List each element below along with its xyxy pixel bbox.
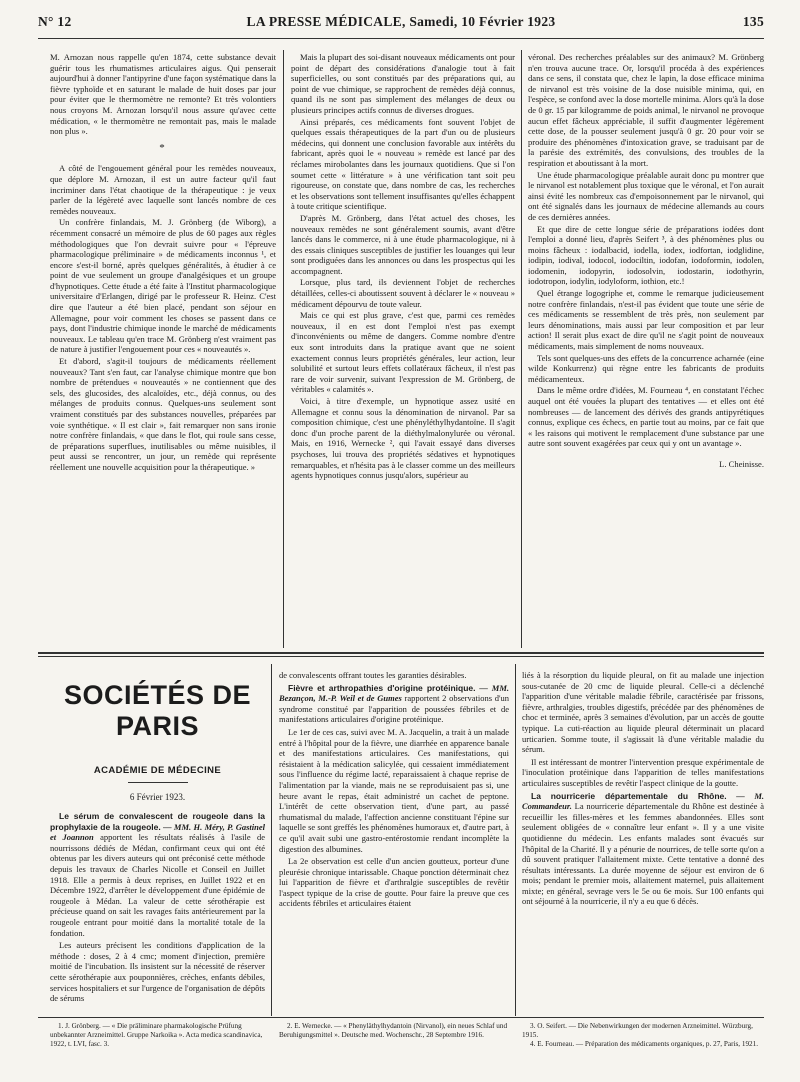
footnote-text: 2. E. Wernecke. — « Phenyläthylhydantoin (Nirvanol), ein neues Schlaf und Beruhigungsmittel ». Deutsche med. Wochenschr., 28 Septembre 1916. bbox=[279, 1022, 508, 1039]
paragraph: Voici, à titre d'exemple, un hypnotique assez usité en Allemagne et connu sous la dénomination de nirvanol. Par sa composition chimique, c'est une phényléthylhydantoïne. Il s'agit donc d'un proche parent de la diéthylmalonylurée ou véronal. Mais, en 1916, Wernecke ², qui l'avait essayé dans diverses psychoses, lui trouva des propriétés sédatives et hypnotiques remarquables, et n'hésita pas à le classer comme un des meilleurs agents hypnotiques connus jusqu'alors, supérieur au bbox=[291, 396, 515, 481]
header-rule bbox=[38, 38, 764, 39]
column-divider bbox=[515, 664, 516, 1016]
footnote-2 bbox=[279, 1022, 509, 1040]
column-divider bbox=[271, 664, 272, 1016]
paragraph: Un confrère finlandais, M. J. Grönberg (de Wiborg), a récemment consacré un mémoire de plus de 60 pages aux règles méthodologiques que l'on devrait suivre pour « l'épreuve pharmacologique préliminaire » de médicaments inconnus ¹, et encore s'est-il borné, après quelques généralités, à étudier à ce point de vue seulement un groupe d'analgésiques et un groupe d'hypnotiques. Cette étude a été faite à l'Institut pharmacologique universitaire d'Erlangen, dirigé par le professeur R. Heinz. C'est dire que l'auteur a été bien placé, pendant son séjour en Allemagne, pour voir comment les choses se passent dans ce pays, dont l'industrie chimique inonde le marché de médicaments nouveaux. Le tableau qu'en trace M. Grönberg n'est vraiment pas de nature à justifier l'engouement pour ces « nouveautés ». bbox=[50, 217, 276, 355]
bottom-column-3 bbox=[522, 670, 764, 909]
paragraph: Le 1er de ces cas, suivi avec M. A. Jacquelin, a trait à un malade entré à l'hôpital pour de la fièvre, une diarrhée en apparence banale et des manifestations articulaires. Ces manifestations, qui résistaient à la médication salicylée, qui cessaient immédiatement sous l'influence du régime lacté, reparaissaient à chaque reprise de l'alimentation par la viande, mais ne se reproduisaient pas si, une heure avant le repas, était administré un cachet de peptone. L'intérêt de cette observation tient, d'une part, au passé rhumatismal du malade, l'affection ancienne constituant l'épine sur laquelle se sont greffés les phénomènes humoraux et, d'autre part, à ce qu'il avait subi une gastro-entérostomie rendant incomplète la digestion des albumines. bbox=[279, 726, 509, 854]
paragraph: véronal. Des recherches préalables sur des animaux? M. Grönberg n'en trouva aucune trace. Or, lorsqu'il procéda à des expériences dans ce sens, il constata que, chez le lapin, la dose efficace minima de nirvanol est très voisine de la dose nuisible minima, qui, en l'espèce, se confond avec la dose mortelle minima. Alors qu'à la dose de 0 gr. 15 par kilogramme de poids animal, le nirvanol ne provoque aucun effet fâcheux appréciable, il suffit d'augmenter légèrement cette dose, de la pousser seulement jusqu'à 0 gr. 20 pour voir se produire des phénomènes d'intoxication grave, se traduisant par de la parésie des extrémités, des convulsions, des troubles de la respiration et aboutissant à la mort. bbox=[528, 52, 764, 168]
footnote-text: 3. O. Seifert. — Die Nebenwirkungen der modernen Arzneimittel. Würzburg, 1915. bbox=[522, 1022, 753, 1039]
column-divider bbox=[283, 50, 284, 648]
footnote-1 bbox=[50, 1022, 268, 1049]
footnotes-3-4 bbox=[522, 1022, 764, 1049]
page-number: 135 bbox=[742, 14, 764, 29]
column-divider bbox=[521, 50, 522, 648]
communication-title: Le sérum de convalescent de rougeole dans la prophylaxie de la rougeole. bbox=[50, 811, 265, 832]
paragraph: Tels sont quelques-uns des effets de la concurrence acharnée (eine wilde Konkurrenz) qui règne entre les fabricants de produits médicamenteux. bbox=[528, 352, 764, 384]
paragraph: Mais ce qui est plus grave, c'est que, parmi ces remèdes nouveaux, il en est dont l'emploi n'est pas exempt d'inconvénients ou même de dangers. Comme nombre d'entre eux sont introduits dans la pratique avant que ne soient exactement connus leurs propriétés générales, leur action, leur solubilité et surtout leurs effets collatéraux fâcheux, il n'est pas rare de voir survenir, suivant l'expression de M. Grönberg, de véritables « calamités ». bbox=[291, 310, 515, 395]
page-header bbox=[38, 14, 764, 36]
paragraph: apportent les résultats réalisés à l'asile de nourrissons dédiés de Médan, confirmant ceux qui ont été obtenus par les divers auteurs qui ont préconisé cette méthode depuis les travaux de Charles Nicolle et Conseil en Juillet 1918. Elle a permis à deux reprises, en Juillet 1922 et en Décembre 1922, d'arrêter le développement d'une épidémie de rougeole à Médan. La valeur de cette sérothérapie est précieuse quand on sait les ravages faits antérieurement par la rougeole entrant pour moitié dans la mortalité totale de la fondation. bbox=[50, 832, 265, 938]
author-signature: L. Cheinisse. bbox=[719, 458, 764, 469]
society-heading: ACADÉMIE DE MÉDECINE bbox=[93, 765, 222, 776]
paragraph: rapportent 2 observations d'un syndrome constitué par l'apparition de poussées fébriles et de manifestations articulaires d'origine protéinique. bbox=[279, 693, 510, 725]
top-column-3 bbox=[528, 52, 764, 470]
societes-column bbox=[50, 680, 265, 1006]
paragraph: La 2e observation est celle d'un ancien goutteux, porteur d'une pleurésie chronique intarissable. Chaque ponction déterminait chez lui l'apparition de fièvre et d'arthralgie susceptibles de revêtir l'aspect typique de la crise de goutte. Pour faire la preuve que ces accidents fébriles et articulaires étaient bbox=[279, 856, 509, 909]
section-rule bbox=[38, 656, 764, 657]
top-column-2 bbox=[291, 52, 515, 482]
paragraph: Et d'abord, s'agit-il toujours de médicaments réellement nouveaux? Tant s'en faut, car l'analyse chimique montre que bon nombre de prétendues « nouveautés » ne contiennent que des sels, des glucosides, des alcaloïdes, etc., déjà connus, ou des mélanges de produits connus. Quelques-uns seulement sont vraiment constitués par des substances nouvelles, préparées par voie synthétique. « Il est clair », fait remarquer non sans ironie notre confrère finlandais, « que dans le flot, qui roule sans cesse, de préparations superflues, inutilisables ou même nuisibles, il peut aussi se rencontrer, un jour, un remède qui représente réellement une nouvelle acquisition pour la thérapeutique. » bbox=[50, 356, 276, 472]
communication-authors: — MM. H. Méry, P. Gastinel et Joannon bbox=[50, 821, 266, 843]
paragraph: Quel étrange logogriphe et, comme le remarque judicieusement notre confrère finlandais, n'est-il pas évident que toute une série de ces médicaments se ressemblent de très près, non seulement par leurs dénominations, mais aussi par leur composition et par leur action! Il serait plus exact de dire qu'il ne s'agit point de nouveaux médicaments, mais simplement de noms nouveaux. bbox=[528, 288, 764, 352]
paragraph: Il est intéressant de montrer l'intervention presque expérimentale de l'inoculation protéinique dans l'apparition de telles manifestations articulaires susceptibles de revêtir l'aspect clinique de la goutte. bbox=[522, 756, 764, 788]
journal-title: LA PRESSE MÉDICALE, Samedi, 10 Février 1923 bbox=[246, 14, 556, 29]
top-column-1 bbox=[50, 52, 276, 474]
issue-number: N° 12 bbox=[38, 14, 72, 29]
section-title: SOCIÉTÉS DE PARIS bbox=[63, 680, 252, 741]
paragraph: liés à la résorption du liquide pleural, on fit au malade une injection sous-cutanée de 20 cmc de liquide pleural. Celle-ci a déclenché l'apparition d'une véritable maladie fébrile, caractérisée par frissons, fièvre, arthralgies, troubles digestifs, précédée par des phénomènes de choc et terminée, après 3 semaines d'évolution, par un accès de goutte typique. La cuti-réaction au liquide pleural déterminait un placard urticarien. Somme toute, il s'agissait là d'une véritable maladie du sérum. bbox=[522, 670, 764, 755]
paragraph: Mais la plupart des soi-disant nouveaux médicaments ont pour point de départ des considérations d'analogie tout à fait superficielles, ou sont constitués par des préparations qui, au point de vue chimique, se rapprochent de remèdes déjà connus, quand ils ne sont pas simplement des mélanges de deux ou plusieurs principes actifs connus de diverses drogues. bbox=[291, 52, 515, 115]
paragraph: La nourricerie départementale du Rhône est destinée à recueillir les filles-mères et les femmes abandonnées. Elles sont seulement obligées de « connaître leur enfant ». Il y a une visite quotidienne du médecin. Les enfants malades sont évacués sur l'hôpital de la Charité. Il y a pénurie de nourrices, de telle sorte qu'on a dû souvent pratiquer l'allaitement mixte. Cette tentative a donné des résultats intéressants. La durée moyenne de séjour est environ de 6 mois; pendant le premier mois, allaitement maternel, puis allaitement mixte; en général, sevrage vers le 5e ou 6e mois. Sur 100 enfants qui ont séjourné à la nourricerie, il n'y a eu que 6 décès. bbox=[522, 801, 764, 907]
paragraph: A côté de l'engouement général pour les remèdes nouveaux, que déplore M. Arnozan, il est un autre facteur qu'il faut incriminer dans l'état chaotique de la thérapeutique : je veux parler de la légèreté avec laquelle sont lancés nombre de ces remèdes nouveaux. bbox=[50, 163, 276, 216]
communication-title: La nourricerie départementale du Rhône. bbox=[531, 790, 727, 801]
paragraph: D'après M. Grönberg, dans l'état actuel des choses, les nouveaux remèdes ne sont généralement soumis, avant d'être lancés dans le commerce, ni à une étude pharmacologique, ni à des essais cliniques susceptibles de justifier les louanges qui leur sont prodiguées dans les annonces ou dans les prospectus qui les accompagnent. bbox=[291, 212, 515, 276]
session-date: 6 Février 1923. bbox=[129, 792, 186, 802]
footnote-text: 1. J. Grönberg. — « Die präliminare pharmakologische Prüfung unbekannter Arzneimittel. Gruppe Narkoika ». Acta medica scandinavica, 1922, t. LVI, fasc. 3. bbox=[50, 1022, 263, 1048]
footnote-rule bbox=[38, 1017, 764, 1018]
paragraph: M. Arnozan nous rappelle qu'en 1874, cette substance devait guérir tous les rhumatismes articulaires aigus. Qui penserait aujourd'hui à donner l'antipyrine d'une façon systématique dans la fièvre typhoïde et en saturant le malade de huit doses par jour pour éviter que le thermomètre ne remonte? Et très volontiers nous croyons M. Arnozan lorsqu'il nous assure qu'avec cette médication, « le thermomètre ne remontait pas, mais le malade non plus ». bbox=[50, 52, 276, 137]
footnote-text: 4. E. Fourneau. — Préparation des médicaments organiques, p. 27, Paris, 1921. bbox=[530, 1040, 759, 1048]
section-rule bbox=[38, 652, 764, 654]
bottom-column-2 bbox=[279, 670, 509, 911]
asterism: * bbox=[159, 141, 167, 154]
paragraph: Lorsque, plus tard, ils deviennent l'objet de recherches détaillées, celles-ci aboutissent souvent à déclarer le « nouveau » médicament dépourvu de toute valeur. bbox=[291, 277, 515, 309]
paragraph: Et que dire de cette longue série de préparations iodées dont l'emploi a donné lieu, d'après Seifert ³, à des phénomènes plus ou moins fâcheux : iodalbacid, iodella, iodex, iodfortan, iodglidine, iodipin, iodival, iodocol, iodociltin, iodofan, iodoformin, iodolen, iodomenin, iodopyrin, iodosolvin, iodostarin, iodothyrin, iodotropon, iodylin, iodyloform, iothion, etc.! bbox=[528, 223, 764, 287]
paragraph: Dans le même ordre d'idées, M. Fourneau ⁴, en constatant l'échec auquel ont été vouées la plupart des tentatives — et elles ont été nombreuses — de lancement des dérivés des grands antipyrétiques connus, explique ces échecs, en partie tout au moins, par ce fait que « les raisons qui motivent le remplacement d'une substance par une autre sont souvent exagérées par ceux qui y ont un avantage ». bbox=[528, 385, 764, 449]
paragraph: de convalescents offrant toutes les garanties désirables. bbox=[279, 670, 467, 680]
communication-title: Fièvre et arthropathies d'origine protéinique. bbox=[288, 682, 476, 693]
communication bbox=[50, 811, 265, 1004]
paragraph: Une étude pharmacologique préalable aurait donc pu montrer que le nirvanol est notablement plus toxique que le véronal, et l'on aurait ainsi évité les nombreux cas d'empoisonnement par le nirvanol, qui ont été signalés dans les journaux de médecine allemands au cours de ces dernières années. bbox=[528, 169, 764, 222]
paragraph: Ainsi préparés, ces médicaments font souvent l'objet de quelques essais thérapeutiques de la part d'un ou de plusieurs médecins, qui donnent une conclusion favorable aux intérêts du fabricant, après quoi le « nouveau » remède est lancé par des réclames mirobolantes dans les journaux quotidiens. Que si l'on soumet cette « littérature » à une vérification tant soit peu rigoureuse, on constate que, dans nombre de cas, les recherches et les observations sont tellement insuffisantes qu'elles échappent à toute critique scientifique. bbox=[291, 116, 515, 212]
communication-authors: — M. Commandeur. bbox=[522, 790, 765, 812]
communication-authors: — MM. Bezançon, M.-P. Weil et de Gumes bbox=[279, 682, 509, 704]
heading-rule bbox=[128, 782, 188, 783]
paragraph: Les auteurs précisent les conditions d'application de la méthode : doses, 2 à 4 cmc; moment d'injection, première moitié de l'incubation. Ils insistent sur la nécessité de réserver cette sérothérapie aux pouponnières, crèches, enfants débiles, services hospitaliers et sur l'urgence de l'organisation de dépôts de sérums bbox=[50, 940, 265, 1004]
